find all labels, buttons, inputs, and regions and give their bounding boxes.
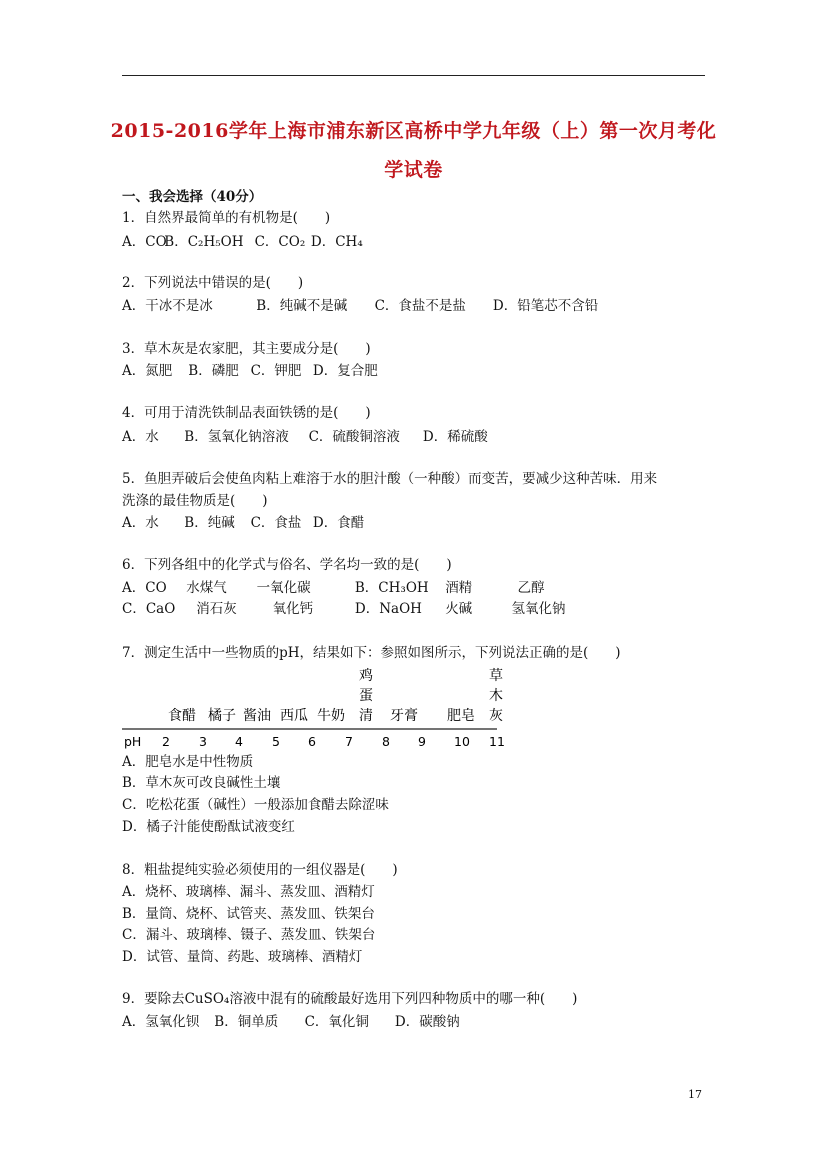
question-7-option-a[interactable]: A．肥皂水是中性物质	[122, 754, 254, 770]
option-b[interactable]: B．纯碱	[184, 515, 235, 531]
header-rule	[122, 75, 705, 76]
question-4-options	[122, 428, 488, 446]
ph-tick-label: 4	[235, 734, 243, 749]
ph-substance-label: 灰	[489, 708, 503, 724]
ph-tick-label: 6	[308, 734, 316, 749]
question-6-stem: 6．下列各组中的化学式与俗名、学名均一致的是( )	[122, 557, 452, 573]
question-9-stem: 9．要除去CuSO₄溶液中混有的硫酸最好选用下列四种物质中的哪一种( )	[122, 991, 578, 1007]
question-7-option-b[interactable]: B．草木灰可改良碱性土壤	[122, 775, 281, 791]
option-c[interactable]: C．CO₂	[254, 234, 306, 250]
page-title-continued: 学试卷	[384, 159, 443, 181]
ph-tick-label: 8	[382, 734, 390, 749]
ph-tick-label: 9	[418, 734, 426, 749]
option-b[interactable]: B．纯碱不是碱	[256, 298, 348, 314]
ph-tick-label: 3	[199, 734, 207, 749]
option-d[interactable]: D．铅笔芯不含铅	[492, 298, 599, 314]
question-7-stem: 7．测定生活中一些物质的pH，结果如下：参照如图所示，下列说法正确的是( )	[122, 645, 621, 661]
option-b[interactable]: B．C₂H₅OH	[164, 234, 244, 250]
option-d-formula[interactable]: D．NaOH	[354, 601, 422, 617]
question-3-options	[122, 362, 378, 380]
page-title: 2015-2016学年上海市浦东新区高桥中学九年级（上）第一次月考化	[110, 120, 717, 142]
page-number: 17	[688, 1088, 702, 1101]
option-a[interactable]: A．水	[122, 515, 159, 531]
question-4-stem: 4．可用于清洗铁制品表面铁锈的是( )	[122, 405, 371, 421]
ph-tick-label: 2	[162, 734, 170, 749]
ph-substance-label: 蛋	[359, 688, 373, 704]
option-d[interactable]: D．食醋	[312, 515, 365, 531]
ph-substance-label: 鸡	[359, 668, 373, 684]
ph-tick-label: 10	[454, 734, 470, 749]
question-8-stem: 8．粗盐提纯实验必须使用的一组仪器是( )	[122, 862, 398, 878]
ph-substance-label: 牙膏	[390, 708, 418, 724]
question-1-options	[122, 233, 363, 251]
ph-substance-label: 橘子	[208, 708, 236, 724]
section-heading: 一、我会选择（40分）	[122, 189, 263, 205]
option-d[interactable]: D．复合肥	[312, 363, 378, 379]
ph-substance-label: 木	[489, 688, 503, 704]
question-8-option-a[interactable]: A．烧杯、玻璃棒、漏斗、蒸发皿、酒精灯	[122, 884, 375, 900]
option-b-formula[interactable]: B．CH₃OH	[354, 580, 429, 596]
option-b[interactable]: B．氢氧化钠溶液	[184, 429, 289, 445]
question-8-option-d[interactable]: D．试管、量筒、药匙、玻璃棒、酒精灯	[122, 949, 363, 965]
option-b-common-name: 酒精	[445, 580, 473, 596]
question-5-stem-continued: 洗涤的最佳物质是( )	[122, 493, 268, 509]
option-c-common-name: 消石灰	[196, 601, 237, 617]
ph-substance-label: 酱油	[243, 708, 271, 724]
ph-substance-label: 肥皂	[447, 708, 475, 724]
option-c[interactable]: C．食盐	[250, 515, 302, 531]
question-5-stem: 5．鱼胆弄破后会使鱼肉粘上难溶于水的胆汁酸（一种酸）而变苦，要减少这种苦味．用来	[122, 471, 658, 487]
option-d[interactable]: D．稀硫酸	[422, 429, 488, 445]
option-a[interactable]: A．CO	[122, 234, 167, 250]
ph-substance-label: 西瓜	[280, 708, 308, 724]
option-c-chemical-name: 氧化钙	[272, 601, 314, 617]
option-b[interactable]: B．铜单质	[214, 1014, 279, 1030]
option-c[interactable]: C．钾肥	[250, 363, 302, 379]
question-2-stem: 2．下列说法中错误的是( )	[122, 275, 304, 291]
option-c[interactable]: C．食盐不是盐	[374, 298, 466, 314]
option-b[interactable]: B．磷肥	[188, 363, 239, 379]
option-c[interactable]: C．硫酸铜溶液	[308, 429, 400, 445]
ph-substance-label: 牛奶	[317, 708, 345, 724]
ph-substance-label: 清	[359, 708, 373, 724]
option-c-formula[interactable]: C．CaO	[122, 601, 176, 617]
question-6-row-2	[122, 600, 565, 618]
question-7-option-c[interactable]: C．吃松花蛋（碱性）一般添加食醋去除涩味	[122, 797, 389, 813]
option-a[interactable]: A．氢氧化钡	[122, 1014, 200, 1030]
question-1-stem: 1．自然界最简单的有机物是( )	[122, 210, 331, 226]
option-d[interactable]: D．碳酸钠	[394, 1014, 460, 1030]
option-a-chemical-name: 一氧化碳	[256, 580, 311, 596]
ph-substance-label: 食醋	[168, 708, 196, 724]
option-d[interactable]: D．CH₄	[310, 234, 363, 250]
option-a-formula[interactable]: A．CO	[122, 580, 167, 596]
ph-axis-label: pH	[124, 734, 142, 749]
ph-tick-label: 5	[272, 734, 280, 749]
ph-tick-label: 7	[345, 734, 353, 749]
option-a-common-name: 水煤气	[186, 580, 227, 596]
option-d-common-name: 火碱	[445, 601, 473, 617]
ph-tick-label: 11	[489, 734, 505, 749]
question-8-option-c[interactable]: C．漏斗、玻璃棒、镊子、蒸发皿、铁架台	[122, 927, 376, 943]
question-8-option-b[interactable]: B．量筒、烧杯、试管夹、蒸发皿、铁架台	[122, 906, 375, 922]
question-7-option-d[interactable]: D．橘子汁能使酚酞试液变红	[122, 819, 295, 835]
question-2-options	[122, 297, 598, 315]
option-a[interactable]: A．水	[122, 429, 159, 445]
option-a[interactable]: A．干冰不是冰	[122, 298, 213, 314]
option-b-chemical-name: 乙醇	[517, 580, 545, 596]
question-3-stem: 3．草木灰是农家肥，其主要成分是( )	[122, 341, 371, 357]
question-5-options	[122, 514, 364, 532]
option-d-chemical-name: 氢氧化钠	[511, 601, 566, 617]
question-6-row-1	[122, 579, 544, 597]
option-c[interactable]: C．氧化铜	[304, 1014, 369, 1030]
question-9-options	[122, 1013, 460, 1031]
ph-substance-label: 草	[489, 668, 503, 684]
option-a[interactable]: A．氮肥	[122, 363, 173, 379]
